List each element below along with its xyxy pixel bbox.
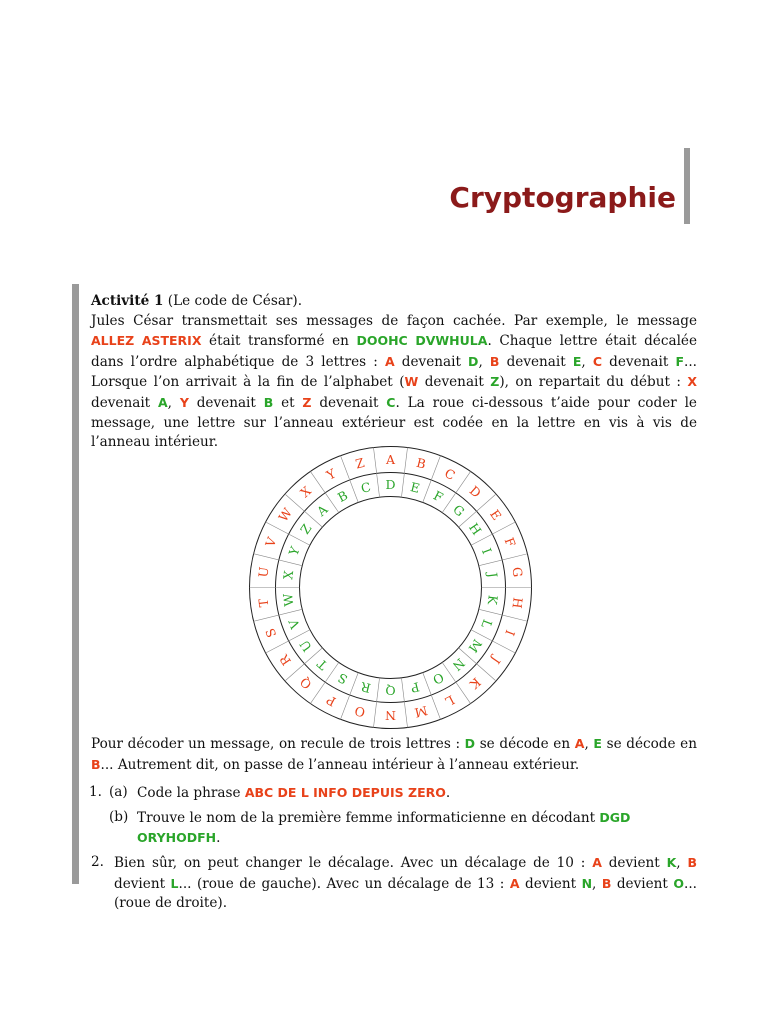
- text-run: .: [216, 830, 221, 847]
- coded-letter: D: [464, 736, 476, 751]
- plain-letter: ALLEZ ASTERIX: [91, 333, 202, 349]
- outer-ring-letter: S: [262, 626, 280, 640]
- inner-ring-letter: Q: [385, 683, 396, 698]
- coded-letter: N: [581, 875, 593, 891]
- exercise-list: [91, 783, 697, 914]
- text-run: . Chaque lettre était décalée dans l’ordre alphabétique de 3 lettres :: [91, 333, 698, 370]
- plain-letter: B: [91, 756, 101, 772]
- question-1b-label: (b): [109, 808, 129, 825]
- coded-letter: K: [666, 854, 677, 870]
- plain-letter: C: [592, 353, 603, 369]
- outer-ring-letter: I: [502, 627, 519, 638]
- text-run: se décode en: [475, 736, 575, 752]
- plain-letter: B: [489, 353, 500, 369]
- text-run: devenait: [499, 353, 573, 370]
- coded-letter: Z: [490, 374, 500, 390]
- coded-letter: DOOHC DVWHULA: [356, 333, 488, 349]
- outer-ring-letter: U: [255, 565, 272, 579]
- text-run: devenait: [188, 394, 264, 411]
- plain-letter: X: [687, 374, 697, 390]
- inner-ring-letter: D: [385, 477, 396, 492]
- outer-ring-letter: M: [413, 702, 430, 721]
- outer-ring-letter: Y: [323, 465, 339, 483]
- plain-letter: A: [574, 736, 585, 751]
- outer-ring-letter: Q: [296, 674, 315, 693]
- text-run: ... (roue de gauche). Avec un décalage de 13 :: [178, 875, 510, 892]
- plain-letter: ABC DE L INFO DEPUIS ZERO: [244, 785, 446, 801]
- outer-ring-letter: Z: [353, 454, 366, 472]
- activity-intro-text: [91, 313, 697, 451]
- inner-ring-letter: B: [335, 487, 351, 506]
- coded-letter: D: [468, 353, 479, 369]
- question-1b-text: [137, 808, 697, 849]
- inner-ring-circle: [300, 497, 482, 679]
- coded-letter: O: [673, 875, 685, 891]
- outer-ring-letter: R: [276, 652, 295, 669]
- outer-ring-letter: V: [262, 535, 280, 549]
- inner-ring-letter: O: [430, 669, 447, 688]
- text-run: devient: [611, 875, 674, 892]
- inner-ring-letter: W: [280, 592, 297, 608]
- inner-ring-letter: N: [449, 655, 468, 674]
- inner-ring-letter: Z: [297, 521, 315, 537]
- text-run: ,: [592, 875, 602, 892]
- sector-divider: [401, 678, 407, 728]
- inner-ring-letter: X: [280, 569, 297, 581]
- outer-ring-letter: P: [323, 692, 339, 710]
- activity-block: [91, 292, 697, 453]
- inner-ring-letter: E: [408, 479, 422, 496]
- question-1a-text: [137, 783, 450, 804]
- activity-paragraph: [91, 292, 697, 453]
- text-run: ), on repartait du début :: [499, 374, 688, 391]
- sector-divider: [374, 678, 380, 728]
- coded-letter: A: [157, 394, 168, 410]
- text-run: . La roue ci-dessous t’aide pour coder le message, une lettre sur l’anneau extérieur est codée en la lettre en vis à vis de l’anneau intérieur.: [91, 394, 697, 451]
- page-title: Cryptographie: [449, 181, 676, 214]
- outer-ring-letter: X: [297, 483, 314, 501]
- outer-ring-letter: B: [414, 454, 428, 472]
- text-run: devenait: [311, 394, 387, 411]
- plain-letter: A: [509, 875, 520, 891]
- outer-ring-letter: F: [501, 535, 519, 549]
- text-run: Trouve le nom de la première femme informaticienne en décodant: [137, 809, 600, 826]
- question-1: [91, 783, 697, 804]
- inner-ring-letter: S: [335, 670, 350, 688]
- plain-letter: B: [601, 875, 612, 891]
- activity-subtitle: (Le code de César).: [167, 293, 303, 309]
- title-accent-bar: [684, 148, 690, 224]
- text-run: ... Autrement dit, on passe de l’anneau intérieur à l’anneau extérieur.: [100, 756, 580, 773]
- inner-ring-letter: I: [478, 546, 495, 556]
- question-1a-label: (a): [109, 784, 128, 801]
- outer-ring-letter: L: [442, 692, 458, 710]
- text-run: devient: [114, 875, 171, 892]
- outer-ring-letter: G: [509, 566, 526, 578]
- middle-ring-circle: [276, 473, 506, 703]
- caesar-wheel: [248, 445, 533, 730]
- text-run: devenait: [91, 394, 158, 411]
- inner-ring-letter: C: [359, 479, 373, 496]
- outer-ring-letter: J: [488, 653, 504, 667]
- text-run: Bien sûr, on peut changer le décalage. Avec un décalage de 10 :: [114, 854, 593, 871]
- text-run: ... Lorsque l’on arrivait à la fin de l’alphabet (: [91, 353, 697, 391]
- inner-ring-letter: P: [409, 679, 422, 696]
- question-1-number: 1.: [89, 784, 102, 801]
- question-1a: [109, 783, 697, 804]
- text-run: Code la phrase: [137, 785, 245, 802]
- inner-ring-letter: J: [485, 571, 501, 579]
- sector-divider: [401, 448, 407, 498]
- plain-letter: Z: [302, 394, 312, 410]
- plain-letter: A: [592, 854, 602, 870]
- question-1b: [91, 808, 697, 849]
- coded-letter: DGD ORYHODFH: [137, 809, 631, 846]
- coded-letter: E: [572, 353, 582, 369]
- outer-ring-letter: C: [442, 465, 458, 484]
- coded-letter: F: [675, 353, 684, 369]
- inner-ring-letter: G: [450, 501, 468, 520]
- outer-ring-letter: D: [466, 482, 485, 501]
- inner-ring-letter: K: [484, 594, 501, 606]
- plain-letter: W: [404, 374, 419, 390]
- plain-letter: B: [687, 854, 697, 870]
- inner-ring-letter: A: [313, 501, 331, 520]
- coded-letter: E: [593, 736, 602, 751]
- question-2-text: [114, 855, 697, 911]
- inner-ring-letter: M: [465, 636, 486, 656]
- text-run: devenait: [418, 374, 491, 391]
- outer-ring-letter: K: [466, 674, 484, 693]
- coded-letter: B: [263, 394, 274, 410]
- text-run: était transformé en: [201, 333, 357, 350]
- activity-label: Activité 1: [91, 293, 164, 309]
- text-run: ,: [167, 394, 180, 411]
- inner-ring-letter: T: [314, 656, 331, 673]
- plain-letter: A: [384, 353, 395, 369]
- outer-ring-letter: H: [509, 596, 526, 610]
- decode-block: [91, 734, 697, 918]
- text-run: devient: [519, 875, 582, 892]
- text-run: ,: [478, 353, 490, 370]
- text-run: devenait: [394, 353, 469, 370]
- outer-ring-letter: E: [487, 506, 505, 523]
- text-run: se décode en: [601, 736, 697, 752]
- outer-ring-letter: W: [275, 505, 295, 525]
- decode-paragraph: [91, 734, 697, 775]
- question-2: [91, 853, 697, 914]
- plain-letter: Y: [179, 394, 189, 410]
- text-run: et: [273, 394, 303, 411]
- inner-ring-letter: Y: [285, 544, 303, 558]
- inner-ring-letter: H: [465, 520, 485, 538]
- activity-side-bar: [72, 284, 79, 884]
- inner-ring-letter: F: [431, 487, 446, 505]
- text-run: ,: [676, 854, 688, 871]
- text-run: Pour décoder un message, on recule de trois lettres :: [91, 736, 465, 752]
- question-2-number: 2.: [91, 853, 104, 870]
- coded-letter: C: [386, 394, 396, 410]
- text-run: devient: [601, 854, 667, 871]
- inner-ring-letter: L: [478, 617, 496, 631]
- text-run: Jules César transmettait ses messages de façon cachée. Par exemple, le message: [91, 312, 697, 329]
- sector-divider: [374, 448, 380, 498]
- inner-ring-letter: R: [359, 679, 373, 696]
- text-run: .: [445, 785, 451, 802]
- outer-ring-letter: N: [385, 708, 396, 723]
- text-run: devenait: [602, 353, 676, 370]
- text-run: ,: [584, 736, 594, 752]
- text-run: ... (roue de droite).: [114, 875, 697, 912]
- inner-ring-letter: U: [296, 637, 315, 655]
- coded-letter: L: [170, 875, 179, 891]
- outer-ring-letter: A: [385, 452, 396, 467]
- outer-ring-letter: T: [255, 597, 272, 608]
- caesar-wheel-graphic: [248, 445, 533, 730]
- text-run: ,: [581, 353, 593, 370]
- outer-ring-letter: O: [353, 703, 367, 721]
- inner-ring-letter: V: [285, 617, 303, 631]
